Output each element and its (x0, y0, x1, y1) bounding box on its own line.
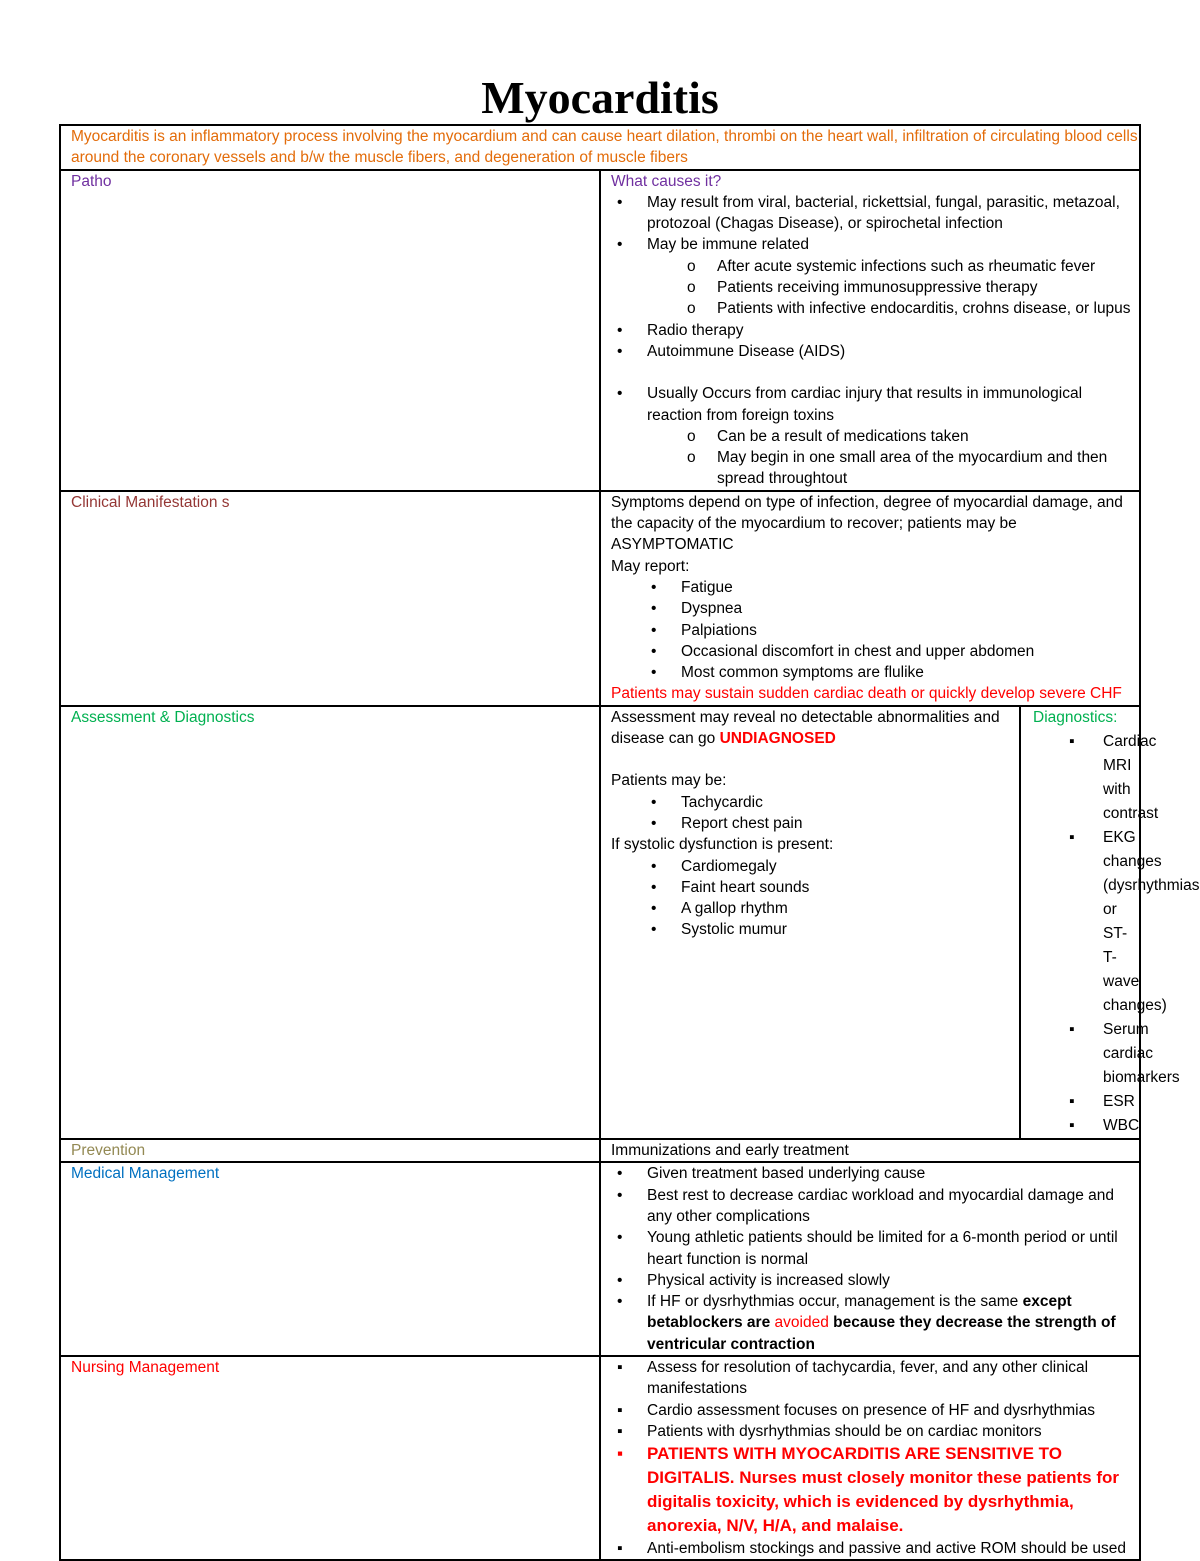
patho-content (600, 170, 1140, 491)
clinical-text: Symptoms depend on type of infection, degree of myocardial damage, and the capacity of the myocardium to recover; patients may be (611, 493, 1123, 533)
list-item: • Given treatment based underlying cause (611, 1163, 1139, 1184)
list-item: ▪ Serum cardiac biomarkers (1033, 1018, 1139, 1090)
clinical-content (600, 491, 1140, 706)
list-item: • Best rest to decrease cardiac workload and myocardial damage and any other complications (611, 1185, 1139, 1228)
list-item: • Cardiomegaly (611, 856, 1013, 877)
prevention-content: Immunizations and early treatment (600, 1139, 1140, 1162)
list-item: ▪ Anti-embolism stockings and passive and active ROM should be used (611, 1538, 1139, 1559)
may-be-list (611, 792, 1013, 835)
list-item: o May begin in one small area of the myocardium and then spread throughtout (611, 447, 1139, 490)
nursing-content (600, 1356, 1140, 1560)
list-item: ▪ ESR (1033, 1090, 1139, 1114)
list-item: o Patients receiving immunosuppressive therapy (611, 277, 1139, 298)
intro-cell (60, 125, 1140, 170)
diagnostics-heading: Diagnostics: (1033, 708, 1118, 726)
list-item: ▪ Assess for resolution of tachycardia, fever, and any other clinical manifestations (611, 1357, 1139, 1400)
list-item: • Physical activity is increased slowly (611, 1270, 1139, 1291)
list-item: o Patients with infective endocarditis, crohns disease, or lupus (611, 298, 1139, 319)
medical-last-c: because they decrease the strength of ventricular contraction (647, 1314, 1116, 1353)
list-item: ▪ Cardiac MRI with contrast (1033, 730, 1139, 826)
may-be-text: Patients may be: (611, 772, 727, 790)
assessment-line-text: Assessment may reveal no detectable abnormalities and disease can go (611, 708, 1000, 748)
medical-last-a: If HF or dysrhythmias occur, management is the same (647, 1293, 1019, 1311)
patho-more-list (611, 320, 1139, 363)
systolic-text: If systolic dysfunction is present: (611, 836, 834, 854)
list-item: ▪ WBC (1033, 1114, 1139, 1138)
list-item: o After acute systemic infections such as rheumatic fever (611, 256, 1139, 277)
diagnostics-list (1033, 730, 1200, 1138)
medical-label: Medical Management (60, 1162, 600, 1356)
list-item: • Tachycardic (611, 792, 1013, 813)
clinical-label: Clinical Manifestation s (60, 491, 600, 706)
patho-label: Patho (60, 170, 600, 491)
assessment-content (600, 706, 1200, 1139)
clinical-intro (611, 492, 1139, 556)
may-report-text: May report: (611, 557, 690, 575)
list-item: • Dyspnea (611, 598, 1139, 619)
patho-heading: What causes it? (611, 172, 722, 190)
document-title: Myocarditis (481, 72, 719, 123)
assessment-left (601, 707, 1020, 1138)
list-item: ▪ Patients with dysrhythmias should be on cardiac monitors (611, 1421, 1139, 1442)
nursing-alert: ▪ PATIENTS WITH MYOCARDITIS ARE SENSITIVE TO DIGITALIS. Nurses must closely monitor these patients for digitalis toxicity, which is evidenced by dysrhythmia, anorexia, N/V, H/A, and malaise. (611, 1442, 1139, 1538)
patho-usually-list (611, 383, 1139, 426)
assessment-line (611, 707, 1013, 750)
list-item: o Can be a result of medications taken (611, 426, 1139, 447)
list-item: • A gallop rhythm (611, 898, 1013, 919)
assessment-split (601, 707, 1200, 1138)
list-item: • Usually Occurs from cardiac injury that results in immunological reaction from foreign toxins (611, 383, 1139, 426)
diagnostics-right (1020, 707, 1200, 1138)
list-item: • Occasional discomfort in chest and upper abdomen (611, 641, 1139, 662)
list-item: • Autoimmune Disease (AIDS) (611, 341, 1139, 362)
list-item: • Fatigue (611, 577, 1139, 598)
list-item: • Palpiations (611, 620, 1139, 641)
nursing-label: Nursing Management (60, 1356, 600, 1560)
medical-content (600, 1162, 1140, 1356)
list-item: • Report chest pain (611, 813, 1013, 834)
asymptomatic-text: ASYMPTOMATIC (611, 536, 734, 554)
list-item: ▪ EKG changes (dysrhythmias or ST-T-wave changes) (1033, 826, 1139, 1018)
list-item: • Radio therapy (611, 320, 1139, 341)
patho-immune-list (611, 256, 1139, 320)
clinical-warning: Patients may sustain sudden cardiac death or quickly develop severe CHF (611, 685, 1122, 703)
systolic-list (611, 856, 1013, 941)
medical-last-b: except betablockers are (647, 1293, 1072, 1332)
undiagnosed-text: UNDIAGNOSED (719, 730, 836, 748)
list-item: • May be immune related (611, 234, 1139, 255)
list-item: • Faint heart sounds (611, 877, 1013, 898)
list-item: • Most common symptoms are flulike (611, 662, 1139, 683)
patho-causes-list (611, 192, 1139, 256)
prevention-label: Prevention (60, 1139, 600, 1162)
nursing-list (611, 1357, 1139, 1559)
medical-list (611, 1163, 1139, 1355)
symptoms-list (611, 577, 1139, 683)
assessment-label: Assessment & Diagnostics (60, 706, 600, 1139)
myocarditis-table (59, 124, 1200, 1561)
list-item: • May result from viral, bacterial, rickettsial, fungal, parasitic, metazoal, protozoal (Chagas Disease), or spirochetal infection (611, 192, 1139, 235)
intro-text: Myocarditis is an inflammatory process involving the myocardium and can cause heart dilation, thrombi on the heart wall, infiltration of circulating blood cells around the coronary vessels and b/w the muscle fibers, and degeneration of muscle fibers (71, 128, 1138, 167)
list-item: • Young athletic patients should be limited for a 6-month period or until heart function is normal (611, 1227, 1139, 1270)
patho-usually-sub-list (611, 426, 1139, 490)
list-item: ▪ Cardio assessment focuses on presence of HF and dysrhythmias (611, 1400, 1139, 1421)
list-item: • Systolic mumur (611, 919, 1013, 940)
avoided-text: avoided (774, 1314, 829, 1332)
list-item (611, 1291, 1139, 1355)
